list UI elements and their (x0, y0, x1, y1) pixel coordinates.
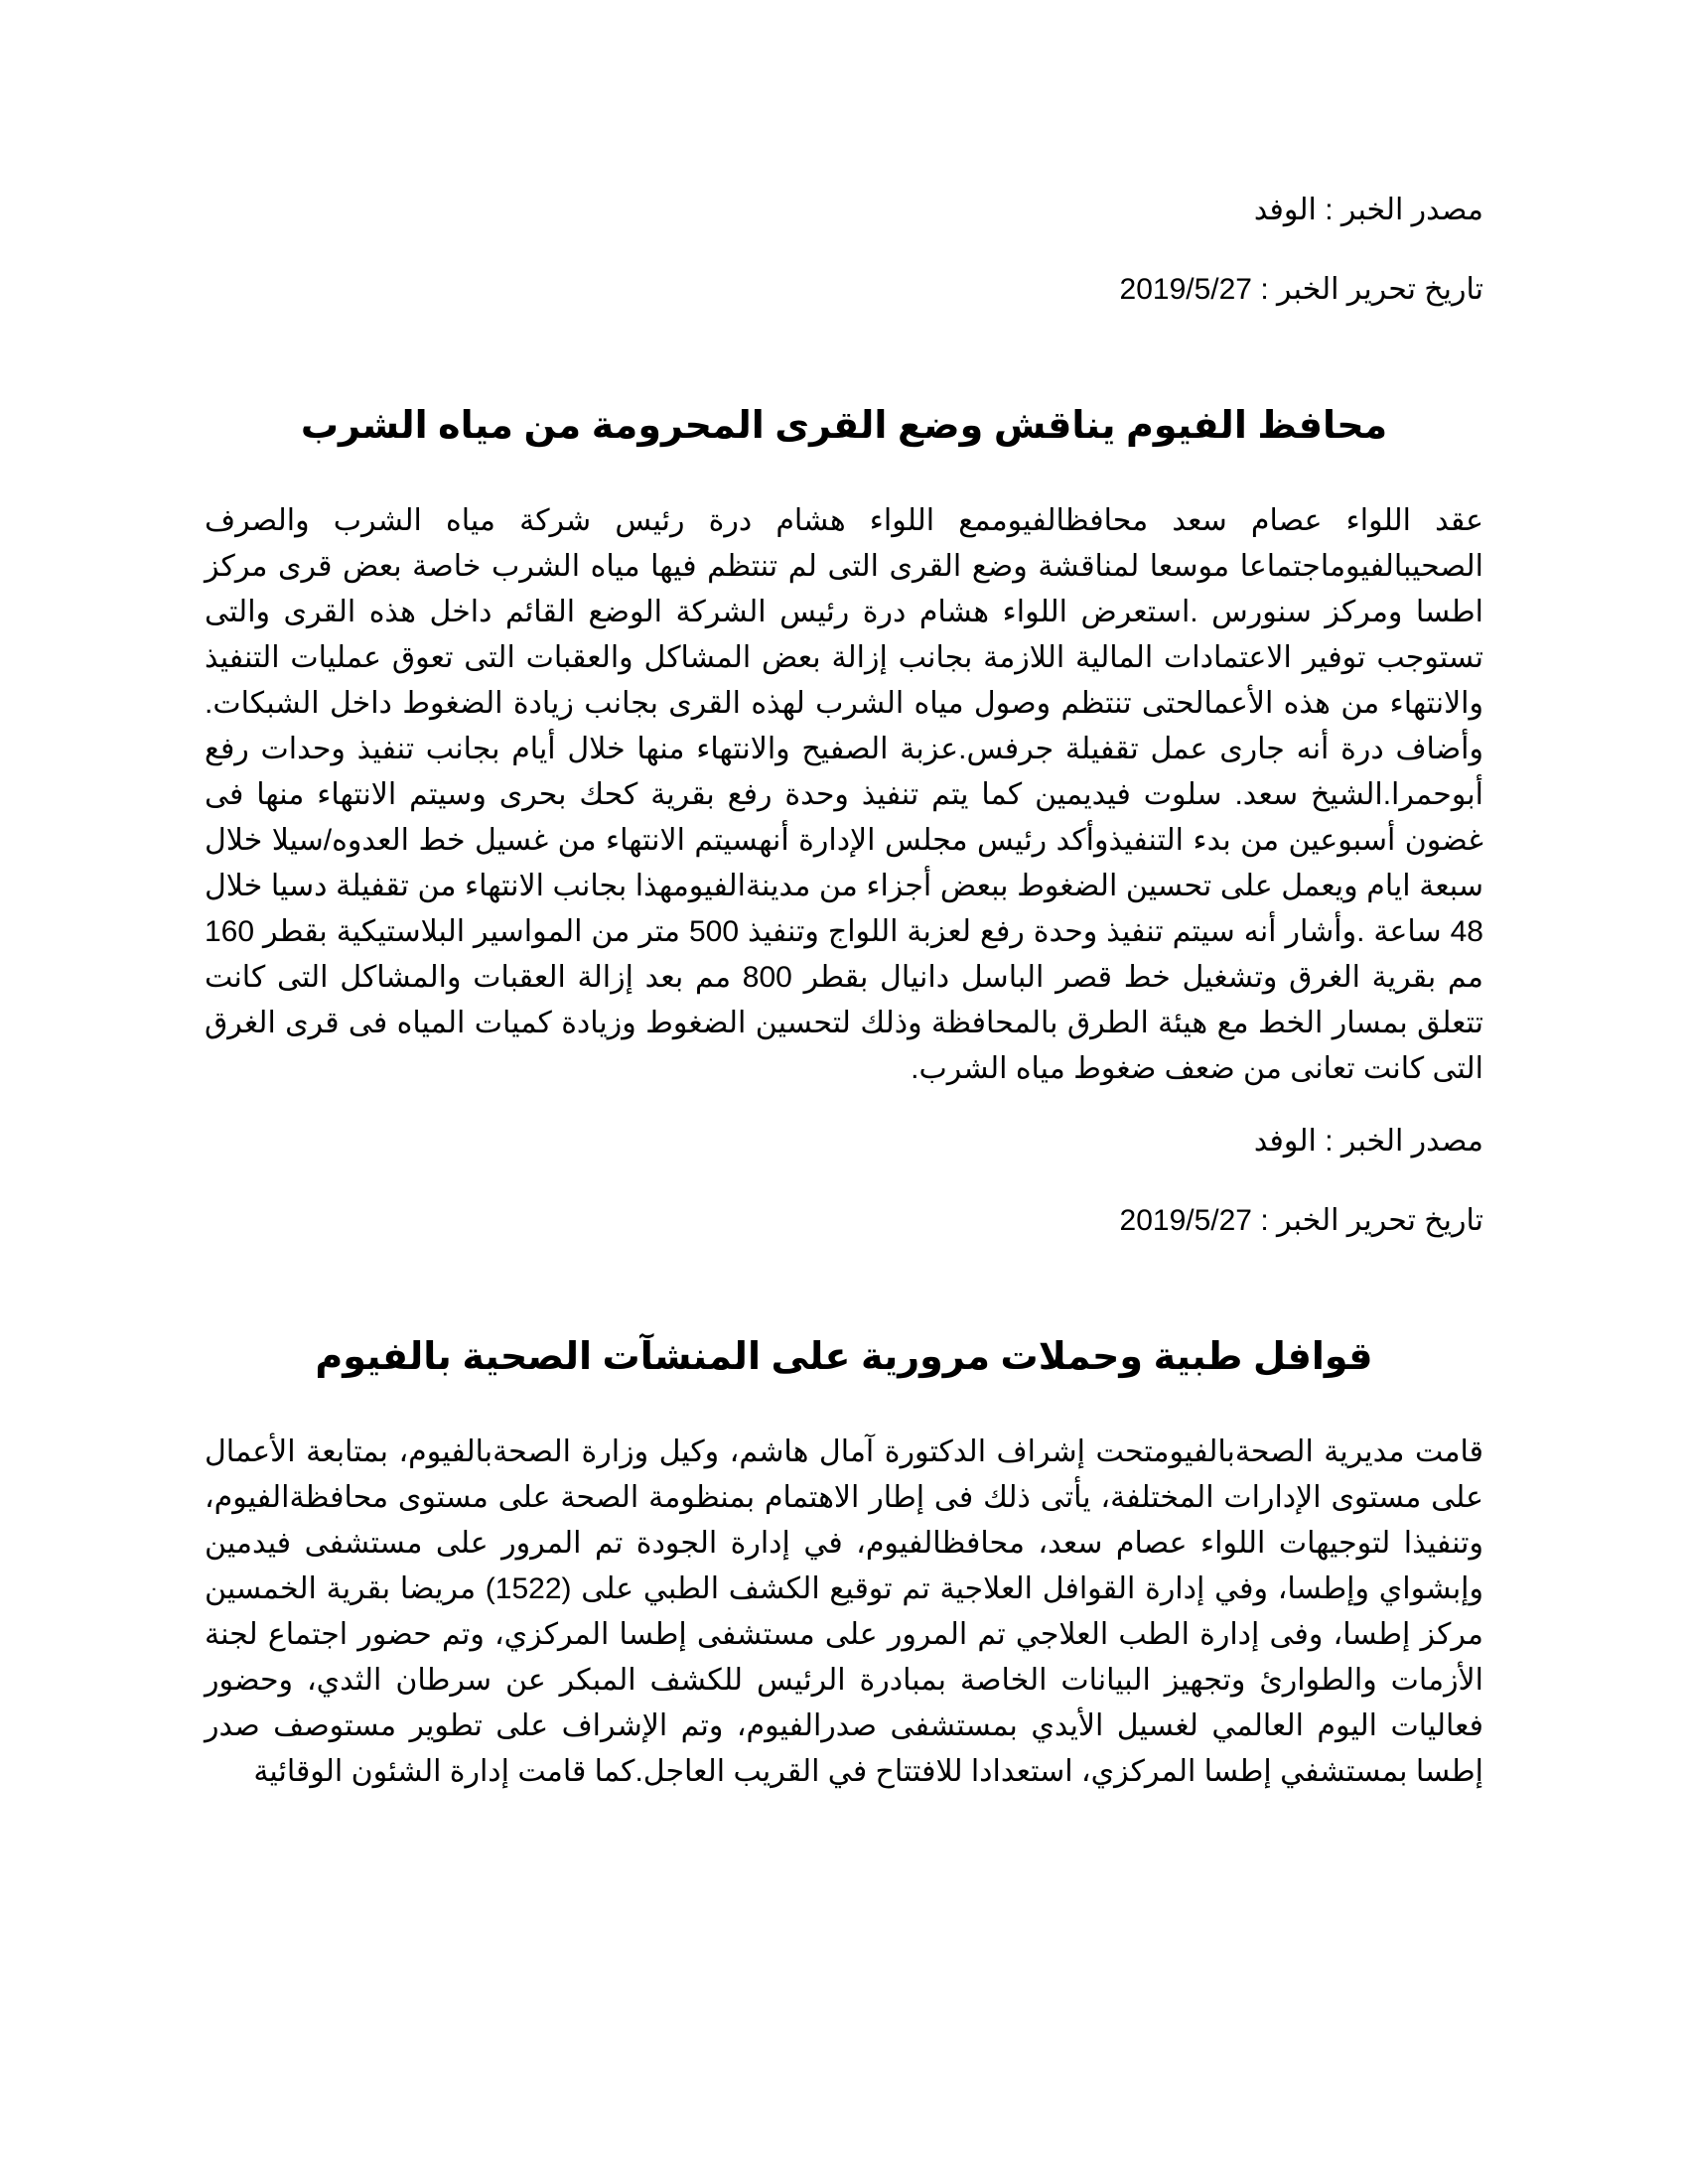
article-body: عقد اللواء عصام سعد محافظالفيوممع اللواء هشام درة رئيس شركة مياه الشرب والصرف الصحيبالفيوماجتماعا موسعا لمناقشة وضع القرى التى لم تنتظم فيها مياه الشرب خاصة بعض قرى مركز اطسا ومركز سنورس .استعرض اللواء هشام درة رئيس الشركة الوضع القائم داخل هذه القرى والتى تستوجب توفير الاعتمادات المالية اللازمة بجانب إزالة بعض المشاكل والعقبات التى تعوق عمليات التنفيذ والانتهاء من هذه الأعمالحتى تنتظم وصول مياه الشرب لهذه القرى بجانب زيادة الضغوط داخل الشبكات. وأضاف درة أنه جارى عمل تقفيلة جرفس.عزبة الصفيح والانتهاء منها خلال أيام بجانب تنفيذ وحدات رفع أبوحمرا.الشيخ سعد. سلوت فيديمين كما يتم تنفيذ وحدة رفع بقرية كحك بحرى وسيتم الانتهاء منها فى غضون أسبوعين من بدء التنفيذوأكد رئيس مجلس الإدارة أنهسيتم الانتهاء من غسيل خط العدوه/سيلا خلال سبعة ايام ويعمل على تحسين الضغوط ببعض أجزاء من مدينةالفيومهذا بجانب الانتهاء من تقفيلة دسيا خلال 48 ساعة .وأشار أنه سيتم تنفيذ وحدة رفع لعزبة اللواج وتنفيذ 500 متر من المواسير البلاستيكية بقطر 160 مم بقرية الغرق وتشغيل خط قصر الباسل دانيال بقطر 800 مم بعد إزالة العقبات والمشاكل التى كانت تتعلق بمسار الخط مع هيئة الطرق بالمحافظة وذلك لتحسين الضغوط وزيادة كميات المياه فى قرى الغرق التى كانت تعانى من ضعف ضغوط مياه الشرب. (205, 504, 1483, 1085)
news-source-label: مصدر الخبر : (1325, 194, 1483, 226)
news-date-value: 2019/5/27 (1119, 273, 1252, 306)
news-source-value: الوفد (1253, 1125, 1317, 1158)
news-date-line (205, 1199, 1483, 1243)
news-date-label: تاريخ تحرير الخبر : (1260, 1204, 1483, 1237)
article-1 (205, 189, 1483, 1092)
article-2 (205, 1120, 1483, 1795)
article-body: قامت مديرية الصحةبالفيومتحت إشراف الدكتورة آمال هاشم، وكيل وزارة الصحةبالفيوم، بمتابعة الأعمال على مستوى الإدارات المختلفة، يأتى ذلك فى إطار الاهتمام بمنظومة الصحة على مستوى محافظةالفيوم، وتنفيذا لتوجيهات اللواء عصام سعد، محافظالفيوم، في إدارة الجودة تم المرور على مستشفى فيدمين وإبشواي وإطسا، وفي إدارة القوافل العلاجية تم توقيع الكشف الطبي على (1522) مريضا بقرية الخمسين مركز إطسا، وفى إدارة الطب العلاجي تم المرور على مستشفى إطسا المركزي، وتم حضور اجتماع لجنة الأزمات والطوارئ وتجهيز البيانات الخاصة بمبادرة الرئيس للكشف المبكر عن سرطان الثدي، وحضور فعاليات اليوم العالمي لغسيل الأيدي بمستشفى صدرالفيوم، وتم الإشراف على تطوير مستوصف صدر إطسا بمستشفي إطسا المركزي، استعدادا للافتتاح في القريب العاجل.كما قامت إدارة الشئون الوقائية (205, 1435, 1483, 1788)
article-title: محافظ الفيوم يناقش وضع القرى المحرومة من مياه الشرب (300, 405, 1388, 447)
article-title: قوافل طبية وحملات مرورية على المنشآت الصحية بالفيوم (315, 1336, 1373, 1378)
news-source-line (205, 189, 1483, 232)
news-date-line (205, 268, 1483, 312)
document-content (205, 189, 1483, 1823)
news-date-label: تاريخ تحرير الخبر : (1260, 273, 1483, 306)
news-source-label: مصدر الخبر : (1325, 1125, 1483, 1158)
news-date-value: 2019/5/27 (1119, 1204, 1252, 1237)
news-source-value: الوفد (1253, 194, 1317, 226)
news-source-line (205, 1120, 1483, 1163)
